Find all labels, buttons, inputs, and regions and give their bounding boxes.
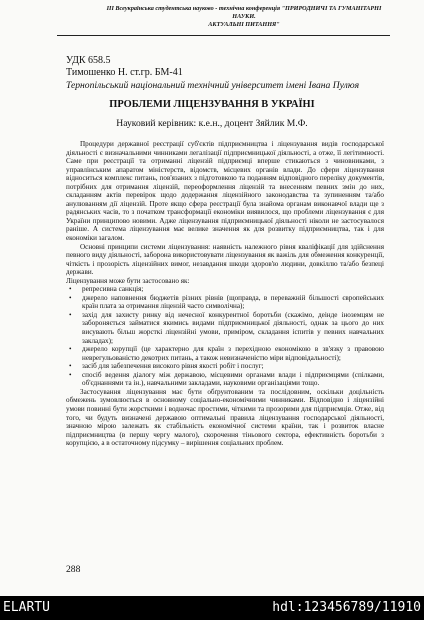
affiliation: Тернопільський національний технічний університет імені Івана Пулюя bbox=[66, 80, 360, 91]
paper-title: ПРОБЛЕМИ ЛІЦЕНЗУВАННЯ В УКРАЇНІ bbox=[109, 99, 315, 110]
conference-header bbox=[100, 5, 388, 29]
list-item-text: репресивна санкція; bbox=[82, 285, 144, 294]
repository-name: ELARTU bbox=[3, 600, 50, 615]
list-item bbox=[66, 311, 384, 345]
author-line: Тимошенко Н. ст.гр. БМ-41 bbox=[66, 67, 183, 78]
paragraph-conclusion: Застосування ліцензування має бути обґрунтованим та послідовним, оскільки доцільність обмежень зумовлюється в основному соціально-економічними чинниками. Відповідно і ліцензійні умови повинні бути жорсткими і водночас простими, чіткими та прозорими для підприємців. Отже, від того, чи будуть визначені державою оптимальні правила ліцензування господарської діяльності, значною мірою залежать як стабільність економічної системи країни, так і розвиток власне підприємництва (в першу чергу малого), скорочення тіньового сектора, ефективність боротьби з корупцією, а в остаточному підсумку – вирішення соціальних проблем. bbox=[66, 387, 384, 448]
list-item-text: джерело корупції (це характерно для країн з перехідною економікою в зв'язку з правовою неврегульованістю декотрих питань, а також невизначеністю міри відповідальності); bbox=[82, 345, 384, 362]
list-item-text: захід для захисту ринку від нечесної конкурентної боротьби (скажімо, деінде іноземцям не забороняється займатися якимись видами підприємницької діяльності, однак за цього до них висувають більш жорсткі ліцензійні умови, приміром, складання іспитів у певних навчальних закладах); bbox=[82, 310, 384, 345]
list-item bbox=[66, 285, 384, 294]
paper-body bbox=[66, 140, 384, 448]
repository-footer bbox=[0, 596, 424, 620]
conference-header-line-2: АКТУАЛЬНІ ПИТАННЯ" bbox=[208, 21, 280, 28]
supervisor-line: Науковий керівник: к.е.н., доцент Зяйлик М.Ф. bbox=[116, 118, 308, 129]
bullet-icon: • bbox=[69, 310, 72, 319]
paragraph-principles: Основні принципи системи ліцензування: наявність належного рівня кваліфікації для здійснення певного виду діяльності, заборона використовувати ліцензування як важіль для обмеження конкуренції, чіткість і прозорість ліцензійних вимог, незавдання шкоди здоров'ю людини, довкіллю та/або безпеці держави. bbox=[66, 242, 384, 277]
list-item bbox=[66, 371, 384, 388]
bullet-icon: • bbox=[69, 362, 72, 371]
licensing-uses-list bbox=[66, 285, 384, 388]
bullet-icon: • bbox=[69, 285, 72, 294]
udk-code: УДК 658.5 bbox=[66, 55, 111, 66]
handle-identifier: hdl:123456789/11910 bbox=[272, 600, 421, 615]
bullet-icon: • bbox=[69, 370, 72, 379]
conference-header-line-1: ІІІ Всеукраїнська студентська науково - технічна конференція "ПРИРОДНИЧІ ТА ГУМАНІТАРНІ НАУКИ. bbox=[106, 5, 382, 20]
bullet-icon: • bbox=[69, 345, 72, 354]
list-item bbox=[66, 345, 384, 362]
list-item-text: джерело наповнення бюджетів різних рівнів (щоправда, в переважній більшості європейських країн плата за отримання ліцензій часто символічна); bbox=[82, 293, 384, 311]
list-item-text: засіб для забезпечення високого рівня якості робіт і послуг; bbox=[82, 362, 264, 371]
page-number: 288 bbox=[66, 564, 81, 575]
list-item bbox=[66, 362, 384, 371]
header-rule bbox=[57, 35, 390, 36]
paragraph-list-intro: Ліцензування може бути застосовано як: bbox=[66, 276, 190, 285]
list-item-text: спосіб ведення діалогу між державою, місцевими органами влади і підприємцями (спілками, об'єднаннями та ін.), навчальними закладами, науковими організаціями тощо. bbox=[82, 370, 384, 388]
list-item bbox=[66, 294, 384, 311]
bullet-icon: • bbox=[69, 293, 72, 302]
paragraph-intro: Процедури державної реєстрації суб'єктів підприємництва і ліцензування видів господарської діяльності є визначальними чинниками легалізації підприємницької діяльності, а отже, її легітимності. Саме при реєстрації та отриманні ліцензій підприємці вперше стикаються з чиновниками, з управлінським апаратом міністерств, відомств, місцевих органів влади. До сфери ліцензування відноситься комплекс питань, пов'язаних з підготовкою та поданням відповідного переліку документів, потрібних для отримання ліцензій, переоформлення ліцензій та внесенням певних змін до них, складанням актів перевірок щодо додержання ліцензійного законодавства та зупиненням та/або анулюванням дії ліцензій. Проте якщо сфера реєстрації була знайома органам виконавчої влади ще з радянських часів, то з початком трансформації економіки виявилося, що проблеми ліцензування є для України принципово новими. Адже ліцензування підприємницької діяльності ніколи не застосувалося раніше. А система ліцензування має велике значення як для розвитку підприємництва, так і для економіки загалом. bbox=[66, 140, 384, 243]
